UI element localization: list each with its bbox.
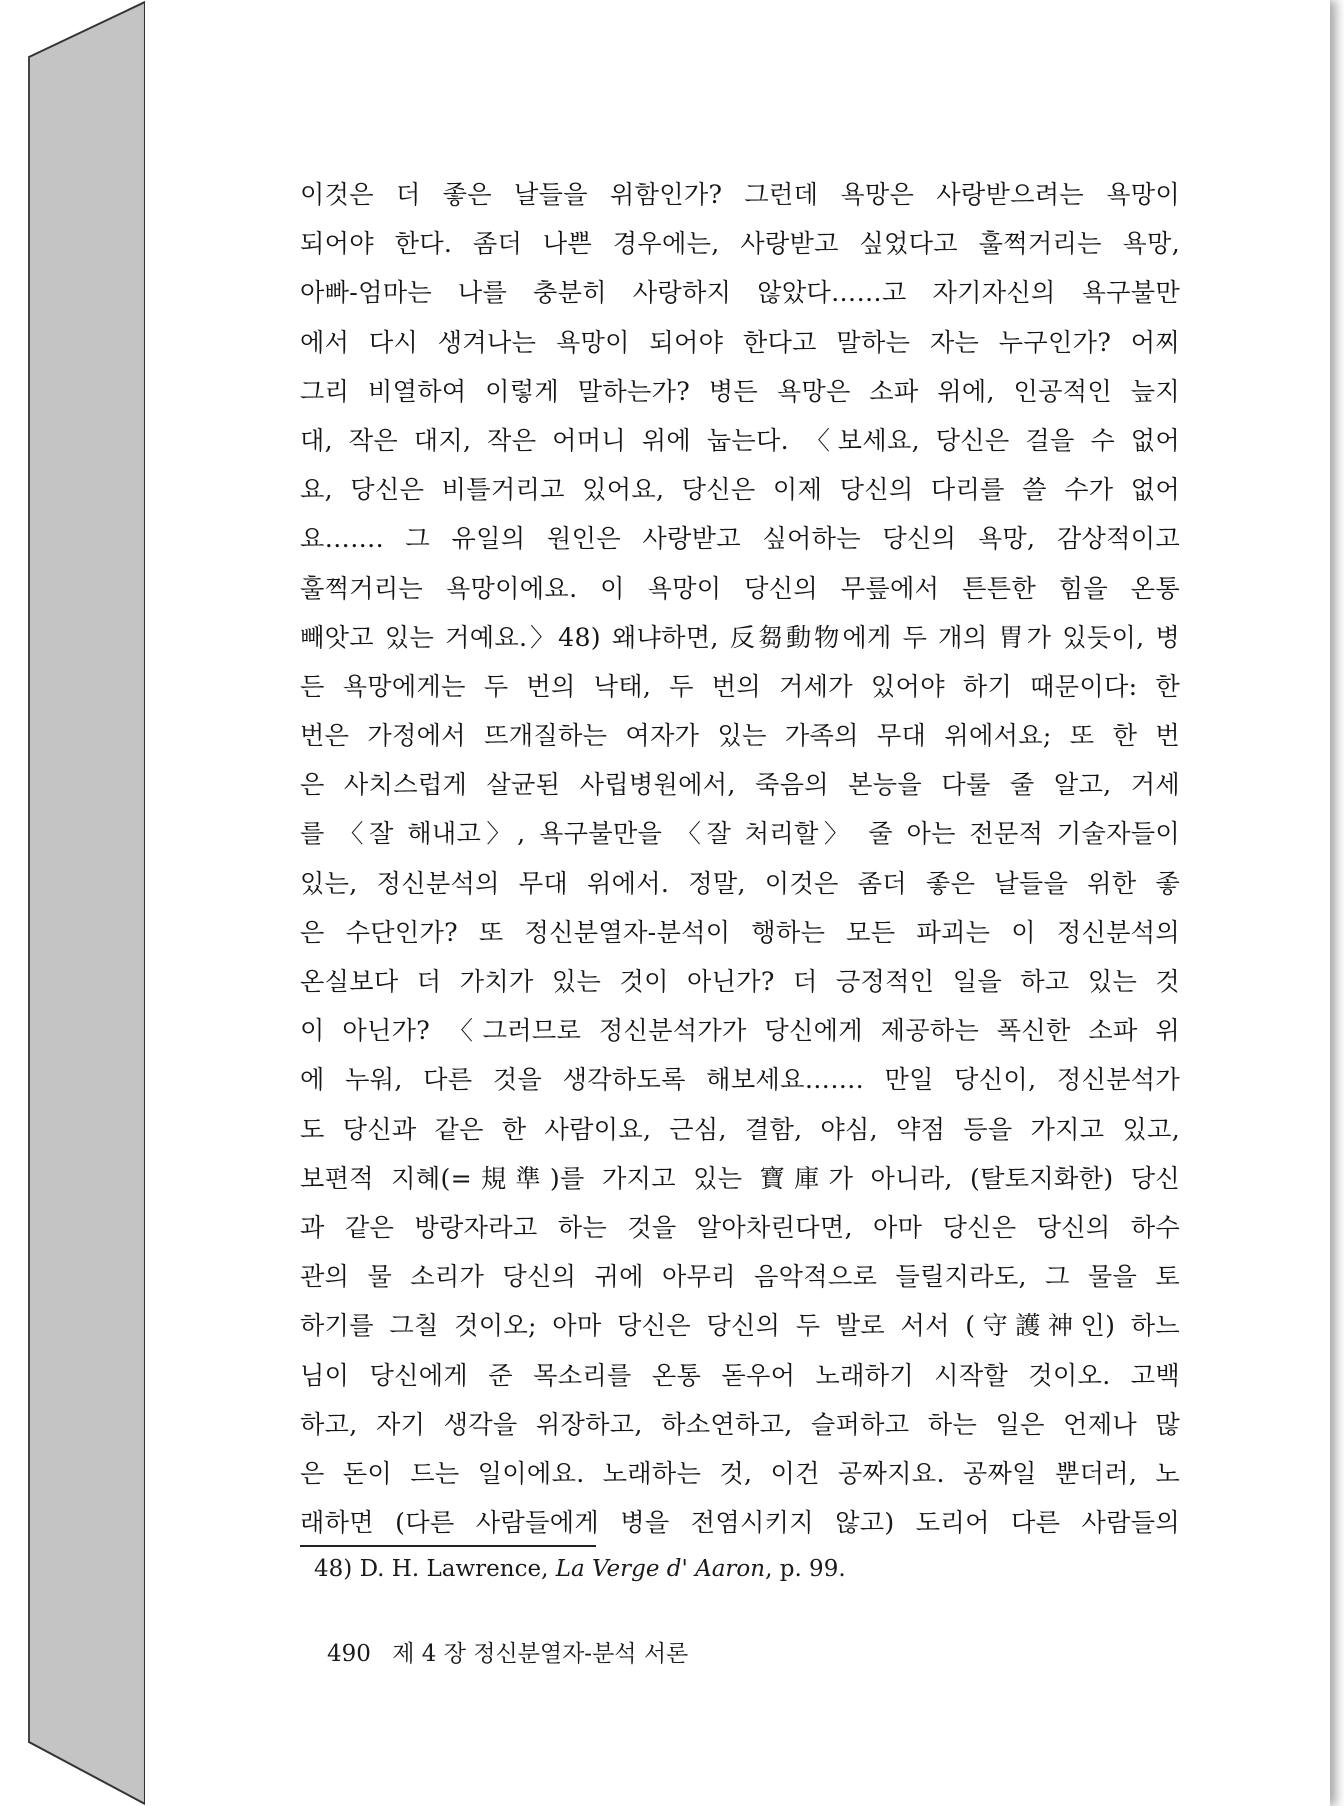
- footnote-rule: [300, 1545, 596, 1547]
- footnote-title: La Verge d' Aaron: [555, 1556, 766, 1582]
- text-line: 하고, 자기 생각을 위장하고, 하소연하고, 슬퍼하고 하는 일은 언제나 많: [300, 1409, 1180, 1439]
- page-number: 490: [327, 1641, 371, 1667]
- footnote-author: D. H. Lawrence,: [359, 1556, 549, 1582]
- text-line: 있는, 정신분석의 무대 위에서. 정말, 이것은 좀더 좋은 날들을 위한 좋: [300, 868, 1180, 898]
- footnote: [314, 1556, 846, 1582]
- text-line: 도 당신과 같은 한 사람이요, 근심, 결함, 야심, 약점 등을 가지고 있고,: [300, 1114, 1180, 1144]
- text-line: 에 누워, 다른 것을 생각하도록 해보세요……. 만일 당신이, 정신분석가: [300, 1065, 1180, 1095]
- text-line: 과 같은 방랑자라고 하는 것을 알아차린다면, 아마 당신은 당신의 하수: [300, 1212, 1180, 1242]
- text-line: 은 수단인가? 또 정신분열자-분석이 행하는 모든 파괴는 이 정신분석의: [300, 917, 1180, 947]
- text-line: 이 아닌가? 〈그러므로 정신분석가가 당신에게 제공하는 폭신한 소파 위: [300, 1016, 1180, 1046]
- text-line: 든 욕망에게는 두 번의 낙태, 두 번의 거세가 있어야 하기 때문이다: 한: [300, 671, 1180, 701]
- text-line: 대, 작은 대지, 작은 어머니 위에 눕는다. 〈보세요, 당신은 걸을 수 없어: [300, 425, 1180, 455]
- text-line: 온실보다 더 가치가 있는 것이 아닌가? 더 긍정적인 일을 하고 있는 것: [300, 967, 1180, 996]
- text-line: 번은 가정에서 뜨개질하는 여자가 있는 가족의 무대 위에서요; 또 한 번: [300, 721, 1180, 751]
- text-line: 래하면 (다른 사람들에게 병을 전염시키지 않고) 도리어 다른 사람들의: [300, 1508, 1180, 1538]
- text-line: 관의 물 소리가 당신의 귀에 아무리 음악적으로 들릴지라도, 그 물을 토: [300, 1262, 1180, 1292]
- text-line: 에서 다시 생겨나는 욕망이 되어야 한다고 말하는 자는 누구인가? 어찌: [300, 327, 1180, 357]
- text-line: 훌쩍거리는 욕망이에요. 이 욕망이 당신의 무릎에서 튼튼한 힘을 온통: [300, 573, 1180, 603]
- footnote-page: , p. 99.: [765, 1556, 846, 1582]
- text-line: 보편적 지혜(=規準)를 가지고 있는 寶庫가 아니라, (탈토지화한) 당신: [300, 1163, 1180, 1193]
- text-line: 요……. 그 유일의 원인은 사랑받고 싶어하는 당신의 욕망, 감상적이고: [300, 524, 1180, 554]
- text-line: 이것은 더 좋은 날들을 위함인가? 그런데 욕망은 사랑받으려는 욕망이: [300, 180, 1180, 209]
- text-line: 은 돈이 드는 일이에요. 노래하는 것, 이건 공짜지요. 공짜일 뿐더러, 노: [300, 1458, 1180, 1488]
- text-line: 되어야 한다. 좀더 나쁜 경우에는, 사랑받고 싶었다고 훌쩍거리는 욕망,: [300, 229, 1180, 259]
- text-line: 은 사치스럽게 살균된 사립병원에서, 죽음의 본능을 다룰 줄 알고, 거세: [300, 770, 1180, 800]
- text-line: 요, 당신은 비틀거리고 있어요, 당신은 이제 당신의 다리를 쓸 수가 없어: [300, 475, 1180, 505]
- book-spine: [29, 2, 145, 1804]
- chapter-title: 제 4 장 정신분열자-분석 서론: [392, 1641, 689, 1667]
- text-line: 빼앗고 있는 거예요.〉48) 왜냐하면, 反芻動物에게 두 개의 胃가 있듯이, 병: [300, 622, 1180, 652]
- text-line: 그리 비열하여 이렇게 말하는가? 병든 욕망은 소파 위에, 인공적인 늪지: [300, 376, 1180, 406]
- page-footer: [327, 1635, 688, 1668]
- body-text: [300, 170, 1180, 1547]
- text-line: 아빠-엄마는 나를 충분히 사랑하지 않았다……고 자기자신의 욕구불만: [300, 278, 1180, 308]
- text-line: 를 〈잘 해내고〉, 욕구불만을 〈잘 처리할〉 줄 아는 전문적 기술자들이: [300, 819, 1180, 849]
- text-line: 님이 당신에게 준 목소리를 온통 돋우어 노래하기 시작할 것이오. 고백: [300, 1360, 1180, 1390]
- footnote-marker: 48): [314, 1556, 353, 1582]
- text-line: 하기를 그칠 것이오; 아마 당신은 당신의 두 발로 서서 (守護神인) 하느: [300, 1311, 1180, 1341]
